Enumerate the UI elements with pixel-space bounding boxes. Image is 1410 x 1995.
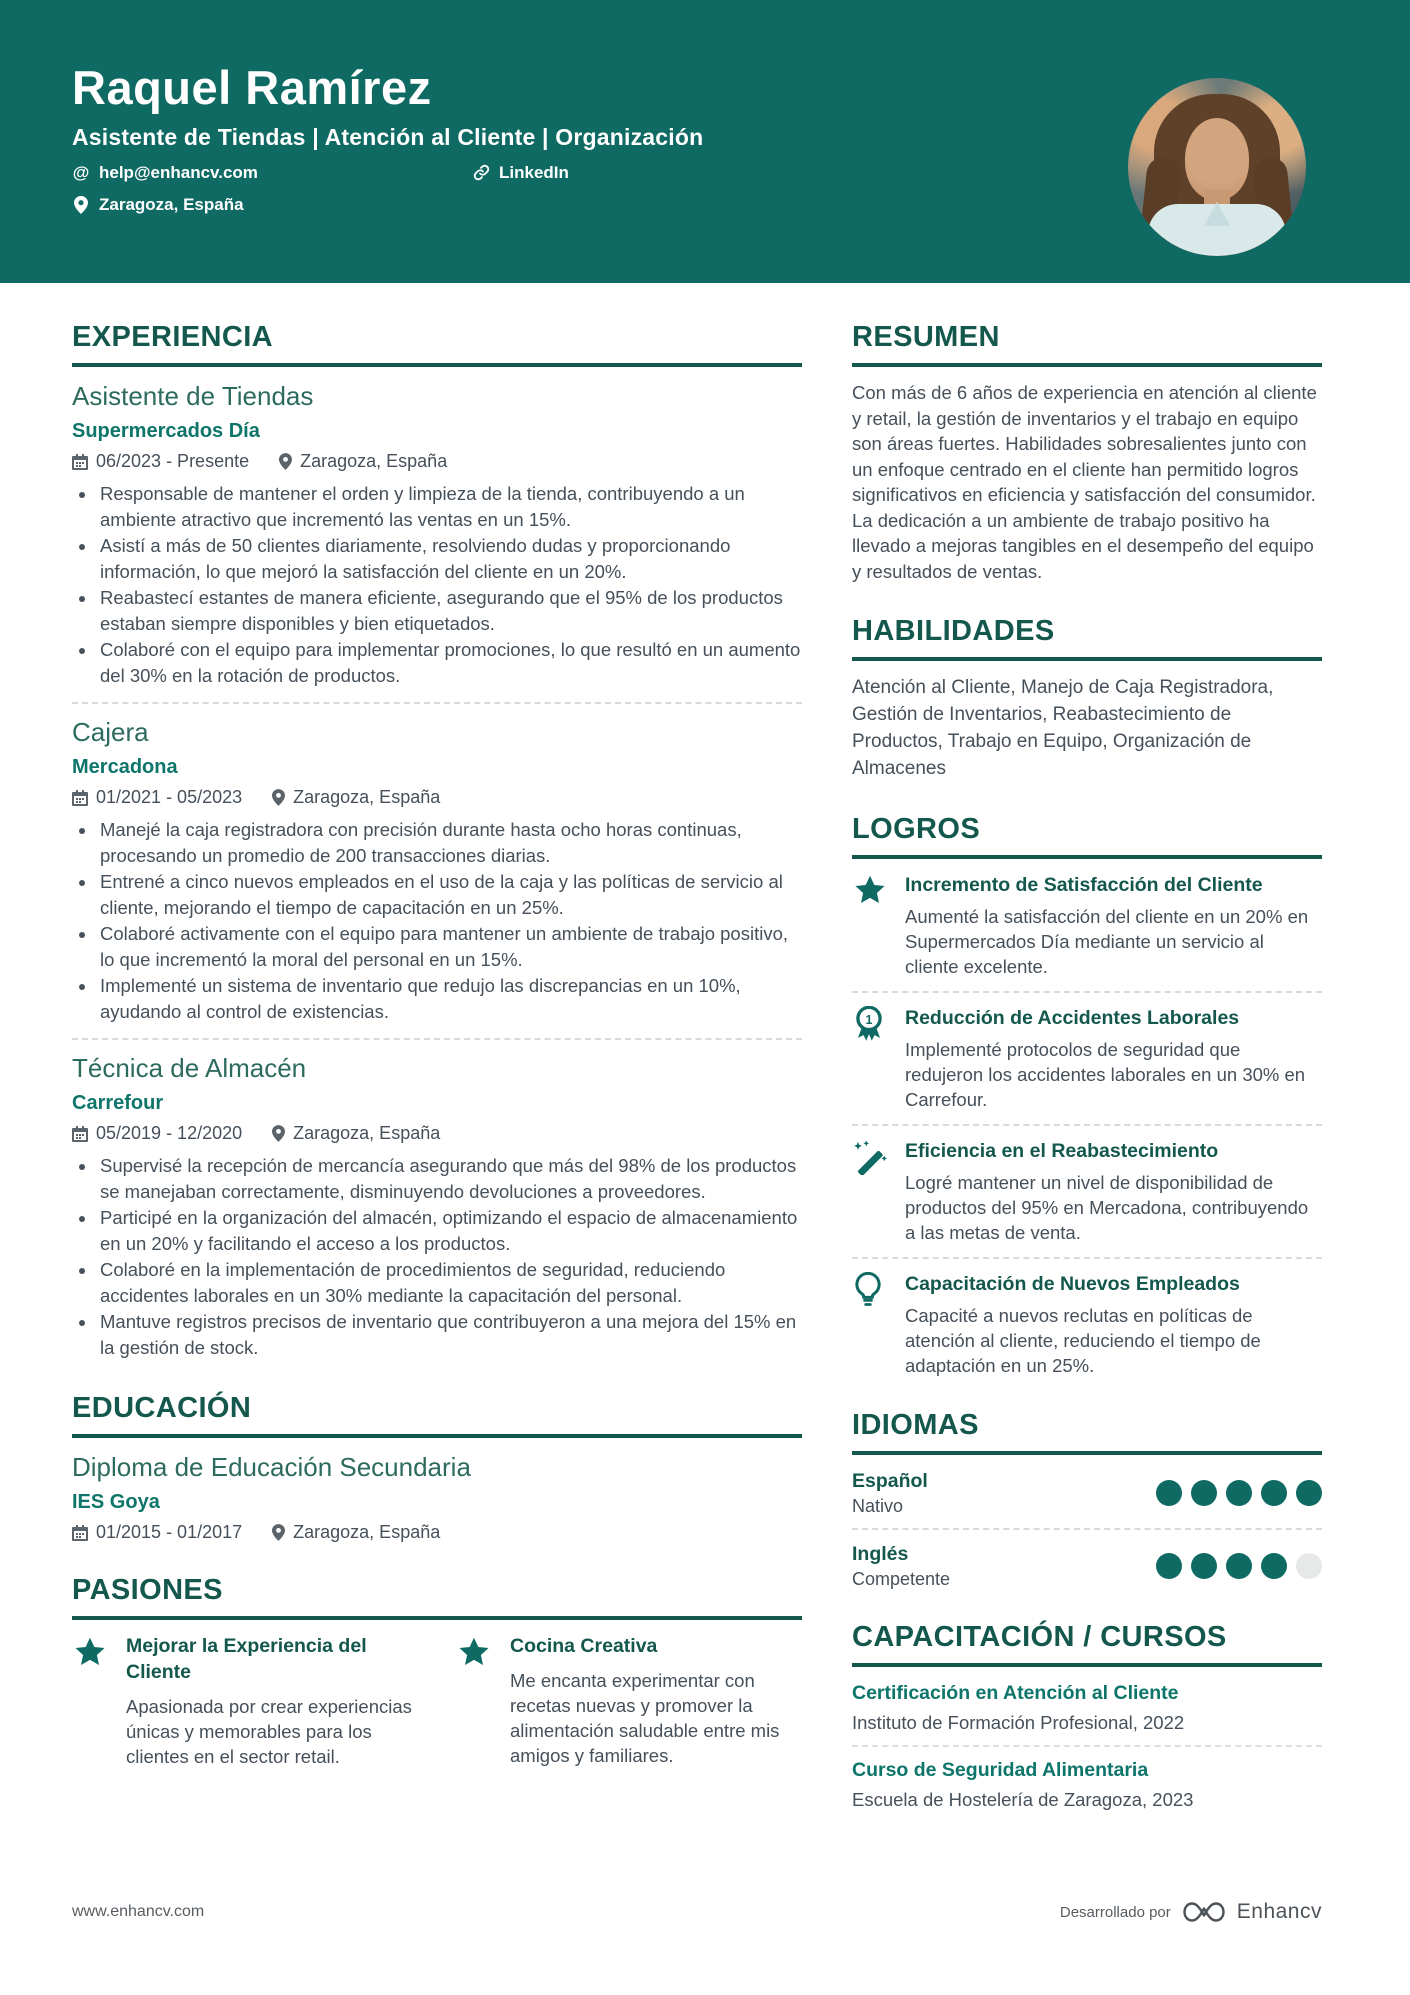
company-name: Supermercados Día	[72, 420, 260, 442]
resume-header	[0, 0, 1410, 283]
achievement-title: Eficiencia en el Reabastecimiento	[905, 1140, 1219, 1162]
achievement-desc: Aumenté la satisfacción del cliente en un 20% en Supermercados Día mediante un servicio al cliente excelente.	[905, 906, 1309, 977]
skills-text: Atención al Cliente, Manejo de Caja Registradora, Gestión de Inventarios, Reabastecimiento de Productos, Trabajo en Equipo, Organización de Almacenes	[852, 677, 1274, 779]
experience-bullet: • Responsable de mantener el orden y limpieza de la tienda, contribuyendo a un ambiente atractivo que incrementó las ventas en un 15%.	[97, 481, 802, 533]
experience-bullet: • Asistí a más de 50 clientes diariamente, resolviendo dudas y proporcionando información, lo que mejoró la satisfacción del cliente en un 20%.	[97, 533, 802, 585]
calendar-icon	[72, 790, 88, 806]
language-level-dot	[1226, 1553, 1252, 1579]
course-item	[852, 1757, 1322, 1812]
passion-desc: Me encanta experimentar con recetas nuevas y promover la alimentación saludable entre mis amigos y familiares.	[510, 1670, 780, 1766]
language-level-dot	[1191, 1553, 1217, 1579]
experience-bullet: • Colaboré activamente con el equipo para mantener un ambiente de trabajo positivo, lo que incrementó la moral del personal en un 15%.	[97, 921, 802, 973]
job-title: Cajera	[72, 717, 149, 747]
language-level: Nativo	[852, 1496, 904, 1516]
language-level-dot	[1296, 1553, 1322, 1579]
link-icon	[472, 164, 490, 181]
passion-title: Cocina Creativa	[510, 1635, 658, 1657]
location-text: Zaragoza, España	[99, 194, 244, 214]
entry-divider	[852, 1257, 1322, 1259]
course-org: Instituto de Formación Profesional, 2022	[852, 1712, 1185, 1733]
experience-bullet: • Colaboré con el equipo para implementar promociones, lo que resultó en un aumento del 30% en la rotación de productos.	[97, 637, 802, 689]
achievement-desc: Logré mantener un nivel de disponibilidad de productos del 95% en Mercadona, contribuyendo a las metas de venta.	[905, 1172, 1309, 1243]
language-level-dots	[1156, 1553, 1322, 1579]
education-entry	[72, 1451, 802, 1543]
map-pin-icon	[72, 196, 90, 214]
location-item	[72, 195, 472, 215]
experience-bullet: • Participé en la organización del almacén, optimizando el espacio de almacenamiento en un 20% y facilitando el acceso a los productos.	[97, 1205, 802, 1257]
medal-icon	[852, 1005, 890, 1112]
experience-bullet: • Entrené a cinco nuevos empleados en el uso de la caja y las políticas de servicio al cliente, mejorando el tiempo de capacitación en un 25%.	[97, 869, 802, 921]
person-headline: Asistente de Tiendas | Atención al Cliente | Organización	[72, 123, 704, 150]
language-level-dot	[1226, 1480, 1252, 1506]
language-level: Competente	[852, 1569, 951, 1589]
enhancv-logo-icon	[1181, 1898, 1227, 1926]
course-org: Escuela de Hostelería de Zaragoza, 2023	[852, 1789, 1194, 1810]
calendar-icon	[72, 1126, 88, 1142]
summary-text: Con más de 6 años de experiencia en atención al cliente y retail, la gestión de inventarios y el trabajo en equipo son áreas fuertes. Habilidades sobresalientes junto con un enfoque centrado en el cliente han permitido logros significativos en eficiencia y satisfacción del consumidor. La dedicación a un ambiente de trabajo positivo ha llevado a mejoras tangibles en el desempeño del equipo y resultados de ventas.	[852, 382, 1317, 582]
entry-divider	[852, 1745, 1322, 1747]
language-name: Español	[852, 1470, 928, 1492]
achievement-title: Incremento de Satisfacción del Cliente	[905, 874, 1263, 896]
passion-item	[72, 1633, 412, 1769]
entry-divider	[72, 702, 802, 704]
section-heading-habilidades: HABILIDADES	[852, 615, 1322, 661]
star-icon	[72, 1633, 110, 1769]
magic-wand-icon	[852, 1138, 890, 1245]
experience-entry	[72, 380, 802, 689]
map-pin-icon	[279, 453, 292, 470]
job-title: Asistente de Tiendas	[72, 381, 314, 411]
passion-title: Mejorar la Experiencia del Cliente	[126, 1635, 367, 1683]
experience-bullet: • Colaboré en la implementación de procedimientos de seguridad, reduciendo accidentes laborales en un 30% mediante la capacitación del personal.	[97, 1257, 802, 1309]
avatar-collar	[1204, 202, 1230, 226]
section-heading-logros: LOGROS	[852, 813, 1322, 859]
achievement-item	[852, 872, 1322, 979]
job-dates: 06/2023 - Presente	[72, 451, 249, 472]
achievement-desc: Implementé protocolos de seguridad que redujeron los accidentes laborales en un 30% en Carrefour.	[905, 1039, 1306, 1110]
contact-info	[72, 151, 832, 215]
company-name: Mercadona	[72, 756, 178, 778]
linkedin-link[interactable]	[472, 163, 569, 183]
company-name: Carrefour	[72, 1092, 164, 1114]
language-level-dot	[1191, 1480, 1217, 1506]
degree-title: Diploma de Educación Secundaria	[72, 1452, 471, 1482]
course-item	[852, 1680, 1322, 1735]
page-footer	[72, 1898, 1322, 1926]
lightbulb-icon	[852, 1271, 890, 1378]
achievement-title: Capacitación de Nuevos Empleados	[905, 1273, 1240, 1295]
at-icon: @	[72, 162, 90, 182]
email-text: help@enhancv.com	[99, 162, 258, 182]
section-heading-capacitacion: CAPACITACIÓN / CURSOS	[852, 1621, 1322, 1667]
course-title: Curso de Seguridad Alimentaria	[852, 1759, 1149, 1781]
experience-entry	[72, 716, 802, 1025]
language-row	[852, 1468, 1322, 1517]
star-icon	[456, 1633, 494, 1769]
language-level-dot	[1261, 1553, 1287, 1579]
right-column	[852, 321, 1322, 1812]
entry-divider	[72, 1038, 802, 1040]
entry-divider	[852, 1528, 1322, 1530]
language-level-dot	[1261, 1480, 1287, 1506]
person-name: Raquel Ramírez	[72, 61, 432, 114]
experience-bullet: • Implementé un sistema de inventario que redujo las discrepancias en un 10%, ayudando al control de existencias.	[97, 973, 802, 1025]
experience-bullet: • Supervisé la recepción de mercancía asegurando que más del 98% de los productos se manejaban correctamente, disminuyendo devoluciones a proveedores.	[97, 1153, 802, 1205]
education-dates: 01/2015 - 01/2017	[72, 1522, 242, 1543]
achievement-item	[852, 1271, 1322, 1378]
section-heading-resumen: RESUMEN	[852, 321, 1322, 367]
left-column	[72, 321, 802, 1812]
calendar-icon	[72, 1525, 88, 1541]
school-name: IES Goya	[72, 1491, 160, 1513]
email-link[interactable]	[72, 163, 472, 183]
section-heading-pasiones: PASIONES	[72, 1574, 802, 1620]
passion-desc: Apasionada por crear experiencias únicas y memorables para los clientes en el sector retail.	[126, 1696, 412, 1767]
website-link[interactable]: www.enhancv.com	[72, 1903, 205, 1920]
achievement-item	[852, 1005, 1322, 1112]
course-title: Certificación en Atención al Cliente	[852, 1682, 1179, 1704]
language-level-dot	[1156, 1553, 1182, 1579]
language-row	[852, 1541, 1322, 1590]
profile-photo	[1128, 78, 1306, 256]
experience-bullet: • Manejé la caja registradora con precisión durante hasta ocho horas continuas, procesando un promedio de 200 transacciones diarias.	[97, 817, 802, 869]
entry-divider	[852, 991, 1322, 993]
job-dates: 05/2019 - 12/2020	[72, 1123, 242, 1144]
experience-entry	[72, 1052, 802, 1361]
achievement-item	[852, 1138, 1322, 1245]
job-dates: 01/2021 - 05/2023	[72, 787, 242, 808]
avatar-face	[1185, 118, 1249, 200]
star-icon	[852, 872, 890, 979]
job-location: Zaragoza, España	[272, 787, 440, 808]
powered-by-label: Desarrollado por	[1059, 1903, 1171, 1921]
job-location: Zaragoza, España	[279, 451, 447, 472]
passion-item	[456, 1633, 796, 1769]
achievement-desc: Capacité a nuevos reclutas en políticas de atención al cliente, reduciendo el tiempo de adaptación en un 25%.	[905, 1305, 1261, 1376]
language-name: Inglés	[852, 1543, 909, 1565]
entry-divider	[852, 1124, 1322, 1126]
job-location: Zaragoza, España	[272, 1123, 440, 1144]
language-level-dot	[1296, 1480, 1322, 1506]
experience-bullet: • Mantuve registros precisos de inventario que contribuyeron a una mejora del 15% en la gestión de stock.	[97, 1309, 802, 1361]
svg-text:1: 1	[865, 1013, 873, 1027]
map-pin-icon	[272, 1524, 285, 1541]
map-pin-icon	[272, 789, 285, 806]
language-level-dots	[1156, 1480, 1322, 1506]
experience-bullet: • Reabastecí estantes de manera eficiente, asegurando que el 95% de los productos estaban siempre disponibles y bien etiquetados.	[97, 585, 802, 637]
achievement-title: Reducción de Accidentes Laborales	[905, 1007, 1240, 1029]
education-location: Zaragoza, España	[272, 1522, 440, 1543]
job-title: Técnica de Almacén	[72, 1053, 307, 1083]
section-heading-educacion: EDUCACIÓN	[72, 1392, 802, 1438]
section-heading-experiencia: EXPERIENCIA	[72, 321, 802, 367]
brand-wordmark: Enhancv	[1236, 1900, 1322, 1923]
linkedin-text: LinkedIn	[499, 162, 569, 182]
calendar-icon	[72, 454, 88, 470]
section-heading-idiomas: IDIOMAS	[852, 1409, 1322, 1455]
language-level-dot	[1156, 1480, 1182, 1506]
map-pin-icon	[272, 1125, 285, 1142]
